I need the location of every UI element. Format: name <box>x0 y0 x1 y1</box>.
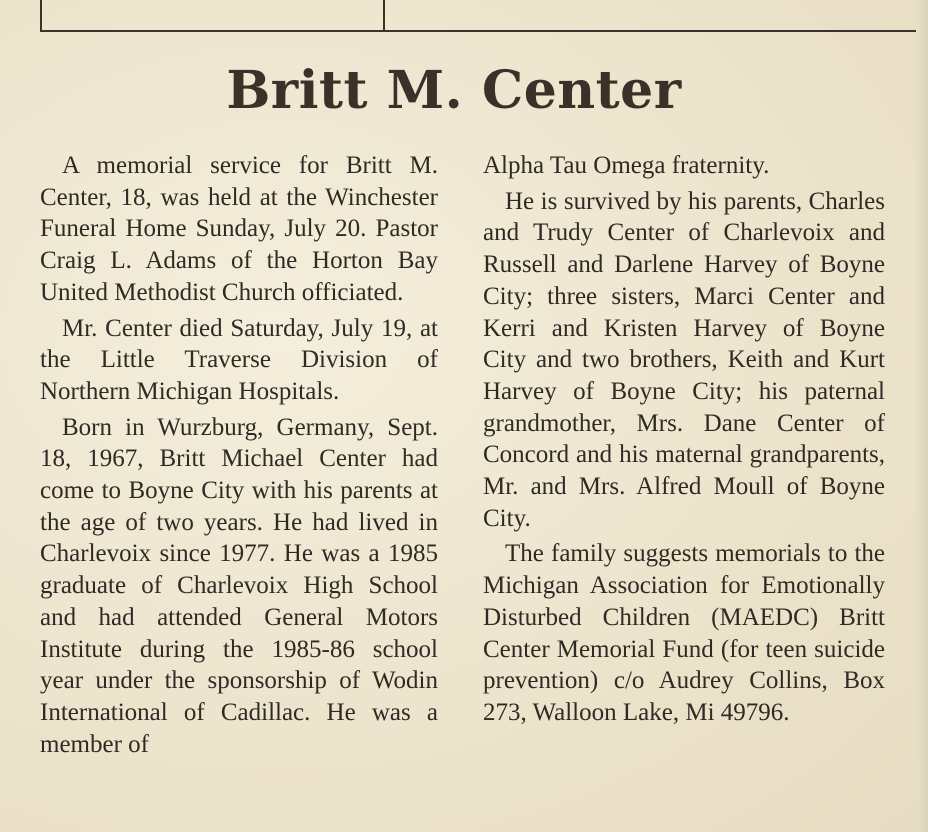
top-border-frame <box>40 0 922 32</box>
paragraph-survivors: He is survived by his parents, Charles and Trudy Center of Charlevoix and Russell and Darlene Harvey of Boyne City; three sisters, Marci Center and Kerri and Kristen Harvey of Boyne City and two brothers, Keith and Kurt Harvey of Boyne City; his paternal grandmother, Mrs. Dane Center of Concord and his maternal grandparents, Mr. and Mrs. Alfred Moull of Boyne City. <box>483 187 885 532</box>
right-column <box>483 150 885 733</box>
adjacent-column-edge <box>916 0 928 832</box>
paragraph-memorials: The family suggests memorials to the Michigan Association for Emotionally Disturbed Children (MAEDC) Britt Center Memorial Fund (for teen suicide prevention) c/o Audrey Collins, Box 273, Walloon Lake, Mi 49796. <box>483 540 885 726</box>
column-divider-rule <box>383 0 385 30</box>
obituary-headline: Britt M. Center <box>226 60 682 121</box>
left-column <box>40 150 438 764</box>
paragraph-memorial-service: A memorial service for Britt M. Center, 18, was held at the Winchester Funeral Home Sunday, July 20. Pastor Craig L. Adams of the Horton Bay United Methodist Church officiated. <box>40 152 438 306</box>
paragraph-biography: Born in Wurzburg, Germany, Sept. 18, 1967, Britt Michael Center had come to Boyne City with his parents at the age of two years. He had lived in Charlevoix since 1977. He was a 1985 graduate of Charlevoix High School and had attended General Motors Institute during the 1985-86 school year under the sponsorship of Wodin International of Cadillac. He was a member of <box>40 413 438 758</box>
paragraph-death: Mr. Center died Saturday, July 19, at the Little Traverse Division of Northern Michigan Hospitals. <box>40 314 438 405</box>
paragraph-biography-continued: Alpha Tau Omega fraternity. <box>483 152 770 179</box>
